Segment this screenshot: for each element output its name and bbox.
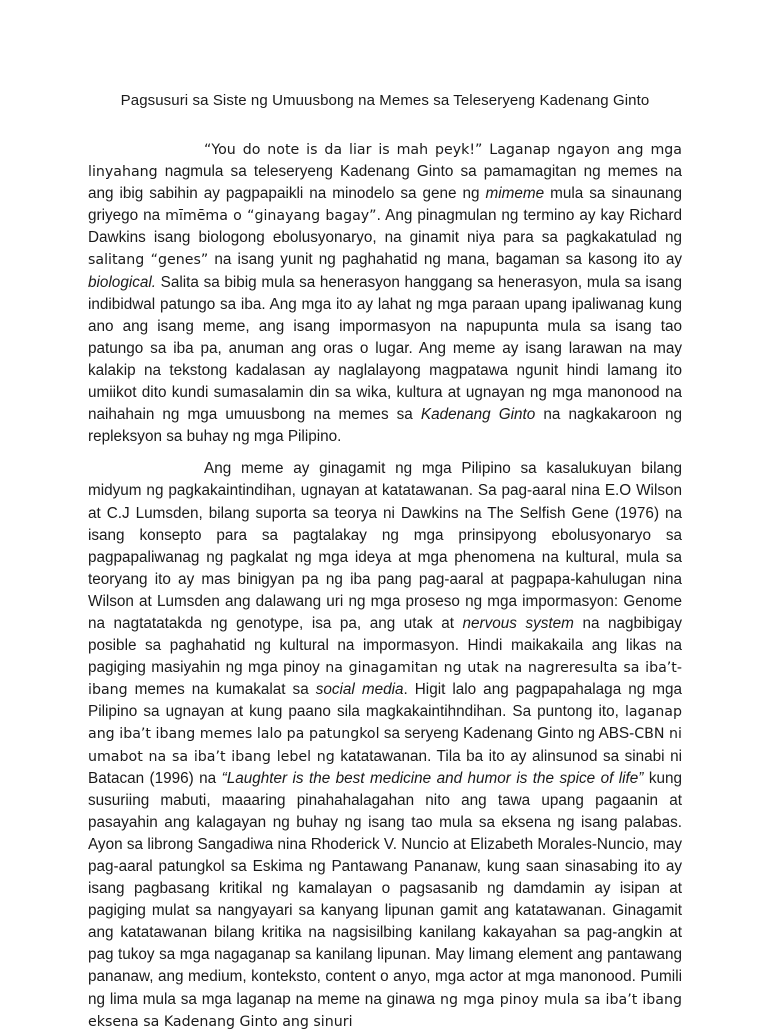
p2-s10: CBN ni umabot na sa iba’t ibang lebel ng: [88, 726, 682, 765]
p1-s5: mīmēma o “ginayang bagay”.: [165, 208, 382, 225]
p1-s4: mula sa sinaunang griyego na: [88, 185, 682, 225]
paragraph-1: [88, 139, 682, 448]
p1-s6: Ang pinagmulan ng termino ay kay Richard Dawkins isang biologong ebolusyonaryo, na ginamit niya para sa pagkakatulad ng: [88, 207, 682, 247]
p2-s1: Ang meme ay ginagamit ng mga Pilipino sa kasalukuyan bilang midyum ng pagkakaintindihan, ugnayan at katatawanan. Sa pag-aaral nina E.O Wilson at C.J Lumsden, bilang suporta sa teorya ni Dawkins na The Selfish Gene (1976) na isang konsepto para sa pagtalakay ng mga prinsipyong ebolusyonaryo sa pagpapaliwanag ng pagkalat ng mga ideya at mga phenomena na kultural, mula sa teoryang ito ay mas binigyan pa ng iba pang pag-aaral at pagpapa-kahulugan nina Wilson at Lumsden ang dalawang uri ng mga proseso ng mga impormasyon: Genome na nagtatatakda ng genotype, isa pa, ang utak at: [88, 460, 682, 632]
p2-s3: na nagbibigay posible sa paghahatid ng kultural na impormasyon. Hindi maikakaila ang likas na pagiging masiyahin ng mga pinoy: [88, 614, 682, 677]
p2-s7: . Higit lalo ang pagpapahalaga ng mga Pilipino sa ugnayan at kung paano sila magkakaintihndihan. Sa puntong ito,: [88, 681, 682, 721]
p2-s13: kung susuriing mabuti, maaaring pinahahalagahan nito ang tawa upang pagaanin at pasayahin ang kalagayan ng buhay ng isang tao mula sa eksena ng isang palabas. Ayon sa librong Sangadiwa nina Rhoderick V. Nuncio at Elizabeth Morales-Nuncio, may pag-aaral patungkol sa Eskima ng Pantawang Pananaw, kung saan sinasabing ito ay isang pagbasang kritikal ng kamalayan o pagsasanib ng damdamin ay isipan at pagiging mulat sa nangyayari sa kanyang lipunan gamit ang katatawanan. Ginagamit ang katatawanan bilang kritika na nagsisilbing kanilang kakayahan sa pag-angkin at pag tukoy sa mga nagaganap sa kanilang lipunan. May limang element ang pantawang pananaw, ang medium, konteksto, content o anyo, mga actor at mga manonood. Pumili ng lima mula sa mga laganap na meme na ginawa: [88, 769, 682, 1008]
p1-s2: nagmula sa teleseryeng Kadenang Ginto sa pamamagitan ng memes na ang ibig sabihin ay pagpapaikli na minodelo sa gene ng: [88, 163, 682, 203]
p2-s12: “Laughter is the best medicine and humor is the spice of life”: [221, 769, 644, 787]
p2-s6: social media: [315, 681, 404, 699]
p2-s5: memes na kumakalat sa: [127, 681, 316, 699]
p2-s11: katatawanan. Tila ba ito ay alinsunod sa sinabi ni Batacan (1996) na: [88, 747, 682, 787]
p2-s14: ng mga pinoy mula sa iba’t ibang eksena sa Kadenang Ginto ang sinuri: [88, 991, 683, 1030]
p1-s12: na nagkakaroon ng repleksyon sa buhay ng mga Pilipino.: [88, 406, 682, 446]
p1-s8: na isang yunit ng paghahatid ng mana, bagaman sa kasong ito ay: [208, 251, 682, 269]
paragraph-2: [88, 458, 682, 1032]
p2-s8: laganap ang iba’t ibang memes lalo pa patungkol: [88, 704, 682, 743]
p1-s11: Kadenang Ginto: [420, 406, 536, 424]
p2-s9: sa seryeng Kadenang Ginto ng ABS-: [379, 725, 635, 743]
p1-s1: “You do note is da liar is mah peyk!” Laganap ngayon ang mga linyahang: [88, 142, 682, 181]
p1-s10: Salita sa bibig mula sa henerasyon hanggang sa henerasyon, mula sa isang indibidwal patungo sa iba. Ang mga ito ay lahat ng mga paraan upang ipaliwanag kung ano ang isang meme, ang isang impormasyon na napupunta mula sa isang tao patungo sa iba pa, anuman ang oras o lugar. Ang meme ay isang larawan na may kalakip na tekstong kadalasan ay naglalayong magpatawa ngunit hindi lamang ito umiikot dito kundi sumasalamin din sa wika, kultura at ugnayan ng mga manonood na naihahain ng mga umuusbong na memes sa: [88, 273, 682, 424]
page-title: Pagsusuri sa Siste ng Umuusbong na Memes sa Teleseryeng Kadenang Ginto: [120, 92, 650, 109]
p2-s2: nervous system: [462, 614, 574, 632]
p1-s9: biological.: [88, 273, 157, 291]
p1-s7: salitang “genes”: [88, 252, 209, 269]
p2-s4: na ginagamitan ng utak na nagreresulta sa iba’t-ibang: [88, 660, 682, 699]
p1-s3: mimeme: [485, 185, 545, 203]
